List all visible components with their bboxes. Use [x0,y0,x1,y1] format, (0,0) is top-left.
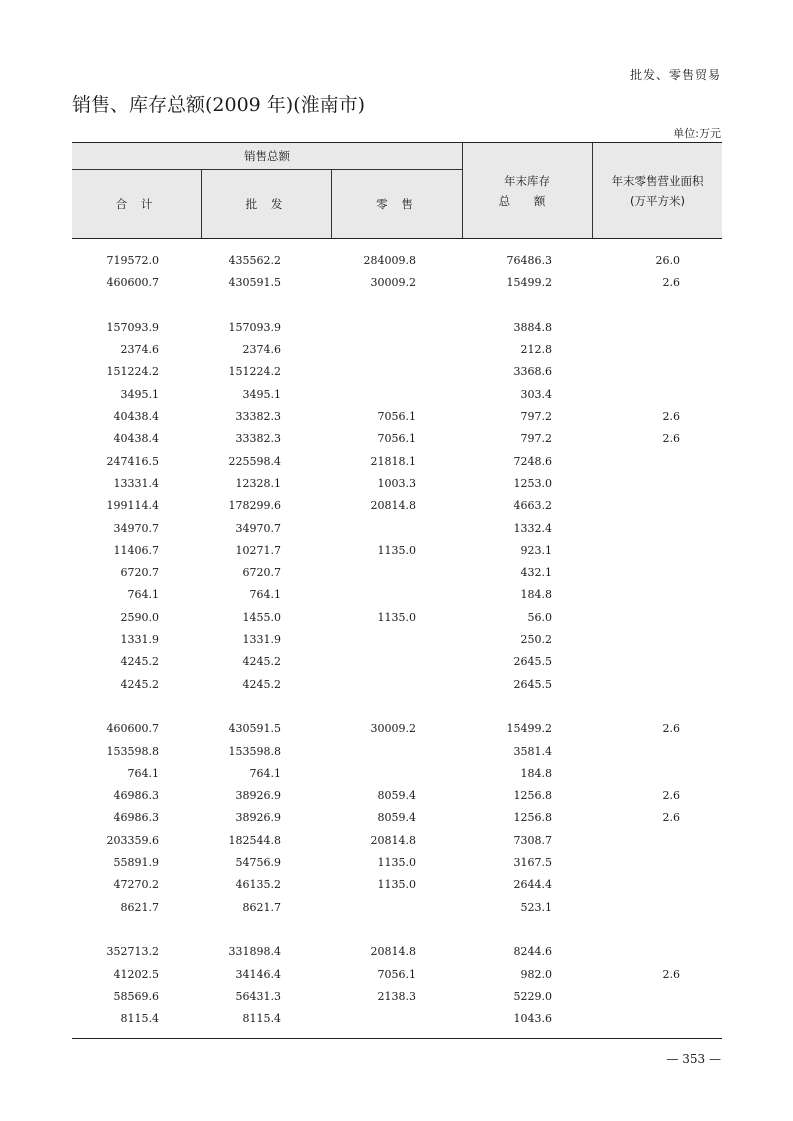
table-cell: 1331.9 [120,633,159,647]
table-cell: 46986.3 [113,811,159,825]
table-row [72,853,722,875]
table-cell: 225598.4 [228,454,281,468]
table-cell: 2645.5 [513,677,552,691]
table-cell: 203359.6 [106,833,159,847]
table-row [72,742,722,764]
table-cell: 2.6 [662,789,680,803]
table-cell: 2.6 [662,432,680,446]
table-cell: 212.8 [520,343,552,357]
table-row [72,965,722,987]
page-number: — 353 — [666,1052,721,1066]
table-cell: 54756.9 [235,856,281,870]
table-row [72,496,722,518]
table-row [72,519,722,541]
table-cell: 3581.4 [513,744,552,758]
table-row [72,1009,722,1031]
table-cell: 151224.2 [228,365,281,379]
table-row [72,608,722,630]
header-retail-area-line2: (万平方米) [630,193,685,208]
table-cell: 303.4 [520,387,552,401]
table-cell: 34146.4 [235,967,281,981]
table-row [72,697,722,719]
table-cell: 1253.0 [513,476,552,490]
table-cell: 34970.7 [235,521,281,535]
page-title: 销售、库存总额(2009 年)(淮南市) [72,94,366,116]
header-inventory-line2: 总 额 [498,193,556,208]
table-cell: 46986.3 [113,789,159,803]
table-cell: 435562.2 [228,254,281,267]
table-cell: 56.0 [527,610,552,624]
table-row [72,407,722,429]
table-cell: 56431.3 [235,989,281,1003]
table-cell: 352713.2 [106,945,159,959]
header-sales-total: 销售总额 [72,143,463,170]
table-cell: 460600.7 [106,276,159,290]
table-row [72,898,722,920]
table-cell: 21818.1 [370,454,416,468]
table-cell: 4245.2 [242,655,281,669]
table-cell: 6720.7 [242,566,281,580]
header-inventory [462,143,593,238]
table-cell: 8244.6 [513,945,552,959]
table-cell: 8059.4 [377,789,416,803]
table-cell: 15499.2 [506,722,552,736]
table-cell: 3368.6 [513,365,552,379]
table-cell: 3495.1 [120,387,159,401]
header-total: 合 计 [72,170,202,238]
table-cell: 250.2 [520,633,552,647]
table-cell: 1135.0 [377,610,416,624]
table-row [72,786,722,808]
table-cell: 1043.6 [513,1012,552,1026]
table-row [72,585,722,607]
table-cell: 2645.5 [513,655,552,669]
table-cell: 2138.3 [377,989,416,1003]
table-cell: 11406.7 [113,543,159,557]
table-cell: 55891.9 [113,856,159,870]
table-cell: 1003.3 [377,476,416,490]
table-cell: 764.1 [127,766,159,780]
table-cell: 34970.7 [113,521,159,535]
table-cell: 13331.4 [113,476,159,490]
table-cell: 76486.3 [506,254,552,267]
table-cell: 46135.2 [235,878,281,892]
header-inventory-line1: 年末库存 [504,173,550,188]
table-cell: 8621.7 [242,900,281,914]
table-cell: 764.1 [127,588,159,602]
table-cell: 12328.1 [235,476,281,490]
table-cell: 58569.6 [113,989,159,1003]
table-cell: 764.1 [249,766,281,780]
table-cell: 20814.8 [370,945,416,959]
table-cell: 923.1 [520,543,552,557]
table-cell: 797.2 [520,432,552,446]
bottom-rule [72,1038,722,1039]
table-cell: 151224.2 [106,365,159,379]
table-row [72,385,722,407]
table-cell: 20814.8 [370,499,416,513]
table-cell: 430591.5 [228,722,281,736]
table-row [72,563,722,585]
table-row [72,652,722,674]
table-cell: 5229.0 [513,989,552,1003]
table-cell: 157093.9 [106,320,159,334]
table-cell: 26.0 [655,254,680,267]
table-cell: 2.6 [662,811,680,825]
table-body [72,251,722,1031]
table-cell: 764.1 [249,588,281,602]
table-cell: 33382.3 [235,410,281,424]
table-row [72,452,722,474]
header-retail: 零 售 [332,170,463,238]
table-row [72,831,722,853]
table-cell: 432.1 [520,566,552,580]
table-cell: 8621.7 [120,900,159,914]
header-retail-area [593,143,722,238]
table-row [72,474,722,496]
table-cell: 430591.5 [228,276,281,290]
table-row [72,318,722,340]
table-row [72,808,722,830]
table-cell: 2644.4 [513,878,552,892]
table-cell: 719572.0 [106,254,159,267]
table-cell: 15499.2 [506,276,552,290]
table-cell: 247416.5 [106,454,159,468]
unit-label: 单位:万元 [673,127,721,140]
table-cell: 38926.9 [235,811,281,825]
table-row [72,875,722,897]
table-cell: 4663.2 [513,499,552,513]
table-cell: 33382.3 [235,432,281,446]
table-cell: 30009.2 [370,722,416,736]
table-cell: 1256.8 [513,811,552,825]
table-row [72,296,722,318]
table-cell: 1256.8 [513,789,552,803]
table-cell: 199114.4 [106,499,159,513]
table-cell: 3884.8 [513,320,552,334]
table-cell: 184.8 [520,766,552,780]
table-row [72,362,722,384]
table-row [72,273,722,295]
table-cell: 523.1 [520,900,552,914]
table-cell: 38926.9 [235,789,281,803]
table-cell: 20814.8 [370,833,416,847]
table-cell: 331898.4 [228,945,281,959]
header-retail-area-line1: 年末零售营业面积 [611,173,704,188]
table-cell: 184.8 [520,588,552,602]
table-cell: 157093.9 [228,320,281,334]
table-row [72,675,722,697]
table-cell: 40438.4 [113,432,159,446]
table-row [72,987,722,1009]
table-cell: 8059.4 [377,811,416,825]
table-cell: 178299.6 [228,499,281,513]
table-cell: 2590.0 [120,610,159,624]
table-row [72,429,722,451]
table-row [72,764,722,786]
table-header [72,142,722,239]
table-cell: 7056.1 [377,967,416,981]
table-cell: 182544.8 [228,833,281,847]
table-row [72,719,722,741]
table-cell: 4245.2 [242,677,281,691]
table-cell: 40438.4 [113,410,159,424]
table-cell: 8115.4 [120,1012,159,1026]
table-row [72,251,722,273]
table-cell: 3167.5 [513,856,552,870]
table-cell: 41202.5 [113,967,159,981]
table-cell: 797.2 [520,410,552,424]
table-cell: 8115.4 [242,1012,281,1026]
table-cell: 2374.6 [242,343,281,357]
table-cell: 1135.0 [377,856,416,870]
table-cell: 4245.2 [120,677,159,691]
table-cell: 7056.1 [377,410,416,424]
table-cell: 7056.1 [377,432,416,446]
table-cell: 153598.8 [228,744,281,758]
table-cell: 2.6 [662,410,680,424]
table-cell: 2.6 [662,276,680,290]
table-cell: 1135.0 [377,878,416,892]
table-cell: 7248.6 [513,454,552,468]
table-row [72,920,722,942]
table-cell: 47270.2 [113,878,159,892]
table-cell: 2374.6 [120,343,159,357]
table-cell: 4245.2 [120,655,159,669]
table-cell: 2.6 [662,967,680,981]
section-label: 批发、零售贸易 [629,68,721,82]
table-cell: 460600.7 [106,722,159,736]
table-row [72,340,722,362]
table-cell: 2.6 [662,722,680,736]
table-row [72,541,722,563]
table-cell: 10271.7 [235,543,281,557]
table-cell: 3495.1 [242,387,281,401]
table-cell: 1135.0 [377,543,416,557]
table-cell: 982.0 [520,967,552,981]
table-cell: 6720.7 [120,566,159,580]
table-cell: 153598.8 [106,744,159,758]
table-row [72,942,722,964]
header-wholesale: 批 发 [202,170,332,238]
table-cell: 30009.2 [370,276,416,290]
table-cell: 1332.4 [513,521,552,535]
table-cell: 1331.9 [242,633,281,647]
table-cell: 284009.8 [363,254,416,267]
table-cell: 1455.0 [242,610,281,624]
table-cell: 7308.7 [513,833,552,847]
table-row [72,630,722,652]
